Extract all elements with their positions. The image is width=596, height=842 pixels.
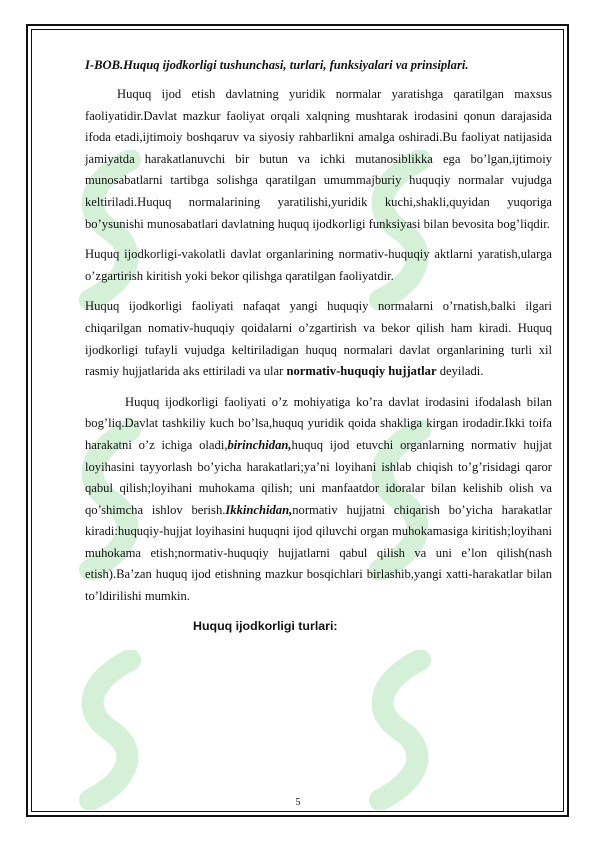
paragraph-4-end: normativ hujjatni chiqarish bo’yicha harakatlar kiradi:huquqiy-hujjat loyihasini huquqni ijod qiluvchi organ muhokamasiga kiritish;loyihani muhokama etish;normativ-huquqiy hujjatlarni qabul qilish va uni e’lon qilish(nash etish).Ba’zan huquq ijod etishning mazkur bosqichlari birlashib,yangi xatti-harakatlar bilan to’ldirilishi mumkin. <box>85 502 552 604</box>
paragraph-4-text: Huquq ijodkorligi faoliyati o’z mohiyatiga ko’ra davlat irodasini ifodalash bilan bog’liq.Davlat tashkiliy kuch bo’lsa,huquq yuridik qoida shakliga kirgan irodadir.Ikki toifa harakatni o’z ichiga oladi, <box>85 394 552 452</box>
chapter-title: I-BOB.Huquq ijodkorligi tushunchasi, turlari, funksiyalari va prinsiplari. <box>85 58 469 72</box>
section-subheading: Huquq ijodkorligi turlari: <box>193 618 338 633</box>
paragraph-4-mid: huquq ijod etuvchi organlarning normativ hujjat loyihasini tayyorlash bo’yicha harakatlari;ya’ni loyihani ishlab chiqish to’g’risidagi qaror qabul qilish;loyihani muhokama qilish; uni manfaatdor idoralar bilan kelishib olish va qo’shimcha ishlov berish. <box>85 437 553 517</box>
paragraph-4 <box>85 392 552 608</box>
paragraph-3 <box>85 296 552 382</box>
page-number: 5 <box>295 797 301 808</box>
term-birinchidan: birinchidan, <box>227 437 292 452</box>
term-normativ-huquqiy-hujjatlar: normativ-huquqiy hujjatlar <box>286 364 437 379</box>
term-ikkinchidan: Ikkinchidan, <box>225 502 293 517</box>
paragraph-1: Huquq ijod etish davlatning yuridik normalar yaratishga qaratilgan maxsus faoliyatidir.Davlat mazkur faoliyat orqali xalqning mushtarak irodasini qonun darajasida ifoda etadi,ijtimoiy boshqaruv va siyosiy rahbarlikni amalga oshiradi.Bu faoliyat natijasida jamiyatda harakatlanuvchi bir butun va ichki mutanosiblikka ega bo’lgan,ijtimoiy munosabatlarni tartibga solishga qaratilgan umummajburiy huquqiy normalar vujudga keltiriladi.Huquq normalarining yaratilishi,yuridik kuchi,shakli,quyidan yuqoriga bo’ysunishi munosabatlari davlatning huquq ijodkorligi funksiyasi bilan bevosita bog’liqdir. <box>85 87 552 231</box>
paragraph-2: Huquq ijodkorligi-vakolatli davlat organlarining normativ-huquqiy aktlarni yaratish,ularga o’zgartirish kiritish yoki bekor qilishga qaratilgan faoliyatdir. <box>85 247 552 283</box>
paragraph-3-text: Huquq ijodkorligi faoliyati nafaqat yangi huquqiy normalarni o’rnatish,balki ilgari chiqarilgan nomativ-huquqiy qoidalarni o’zgartirish va bekor qilish ham kiradi. Huquq ijodkorligi tufayli vujudga keltiriladigan huquq normalari davlat organlarining turli xil rasmiy hujjatlarida aks ettiriladi va ular <box>85 299 552 379</box>
document-body <box>85 54 552 636</box>
paragraph-3-end: deyiladi. <box>436 364 484 379</box>
